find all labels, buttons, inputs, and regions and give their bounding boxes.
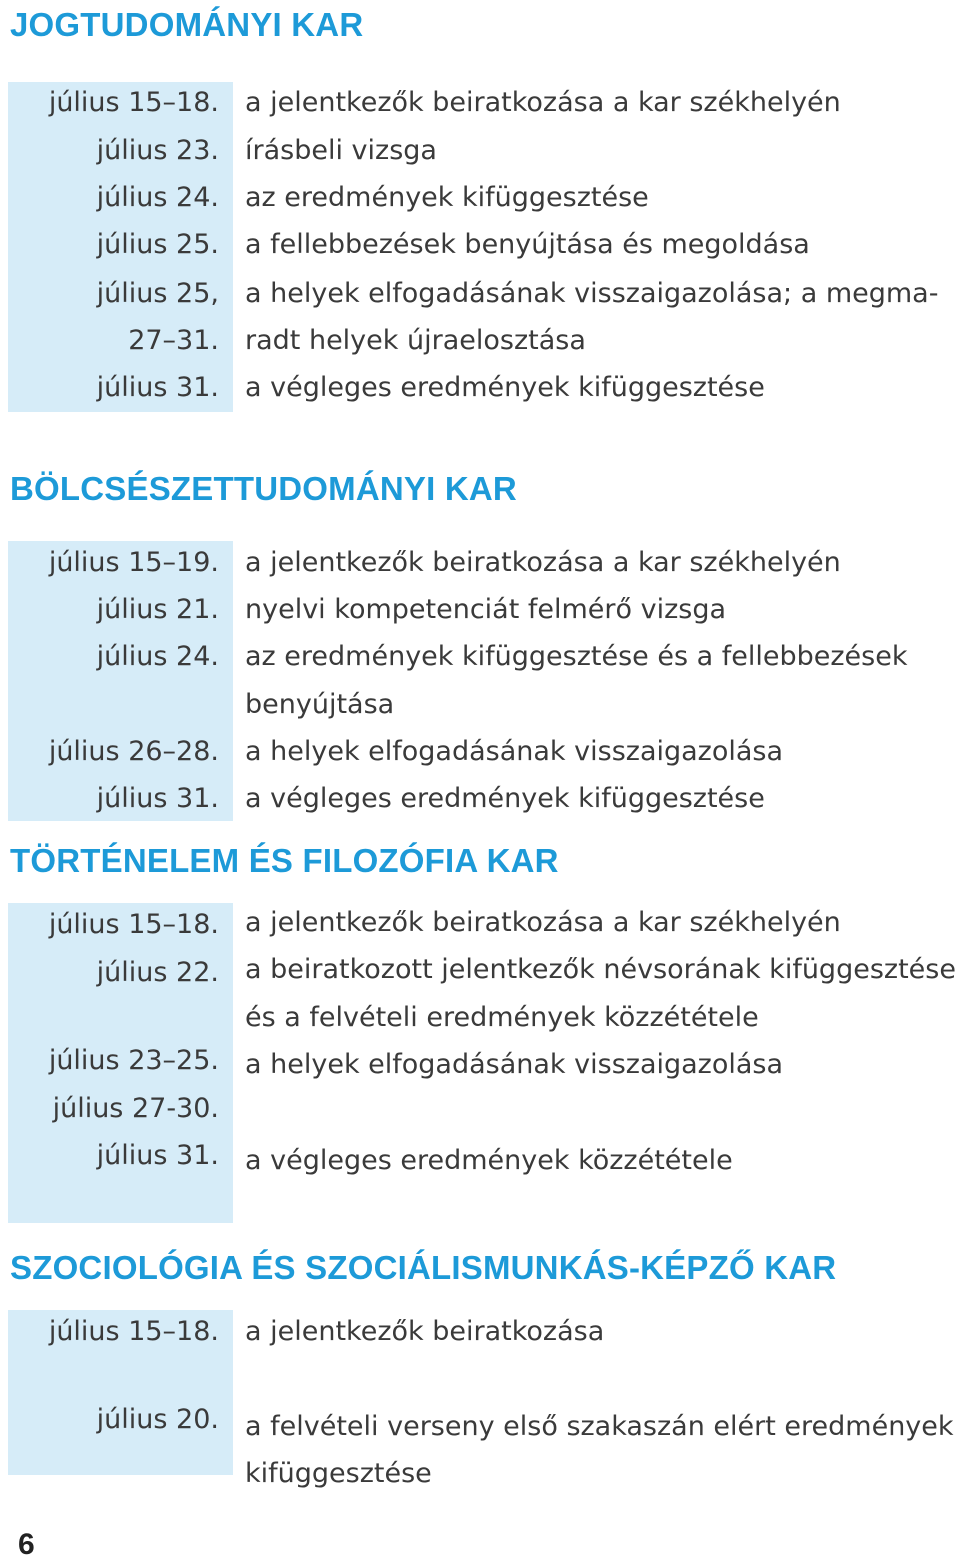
schedule-description: a jelentkezők beiratkozása a kar székhelyén: [245, 87, 841, 118]
schedule-description: az eredmények kifüggesztése és a fellebbezések: [245, 641, 908, 672]
schedule-description: a felvételi verseny első szakaszán elért eredmények: [245, 1411, 954, 1442]
schedule-description: benyújtása: [245, 689, 395, 720]
page-number: 6: [18, 1528, 35, 1561]
schedule-date: július 23–25.: [48, 1045, 219, 1076]
schedule-date: július 31.: [96, 372, 219, 403]
schedule-description: a helyek elfogadásának visszaigazolása: [245, 1049, 784, 1080]
schedule-description: és a felvételi eredmények közzététele: [245, 1002, 759, 1033]
schedule-date: július 24.: [96, 641, 219, 672]
schedule-date: július 15–18.: [48, 87, 219, 118]
schedule-description: a végleges eredmények közzététele: [245, 1145, 733, 1176]
schedule-date: 27–31.: [128, 325, 219, 356]
schedule-description: a végleges eredmények kifüggesztése: [245, 783, 765, 814]
schedule-date: július 31.: [96, 783, 219, 814]
schedule-date: július 27-30.: [52, 1093, 219, 1124]
schedule-description: a fellebbezések benyújtása és megoldása: [245, 229, 810, 260]
schedule-date: július 20.: [96, 1404, 219, 1435]
schedule-description: radt helyek újraelosztása: [245, 325, 586, 356]
section-title-tortenelem-filozofia: TÖRTÉNELEM ÉS FILOZÓFIA KAR: [10, 842, 559, 879]
schedule-description: a helyek elfogadásának visszaigazolása: [245, 736, 784, 767]
schedule-date: július 23.: [96, 135, 219, 166]
section-title-szociologia: SZOCIOLÓGIA ÉS SZOCIÁLISMUNKÁS-KÉPZŐ KAR: [10, 1249, 837, 1286]
schedule-description: a jelentkezők beiratkozása a kar székhelyén: [245, 547, 841, 578]
schedule-date: július 24.: [96, 182, 219, 213]
schedule-date: július 31.: [96, 1140, 219, 1171]
schedule-date: július 21.: [96, 594, 219, 625]
section-title-jogtudomanyi: JOGTUDOMÁNYI KAR: [10, 6, 364, 43]
schedule-date: július 22.: [96, 957, 219, 988]
schedule-description: az eredmények kifüggesztése: [245, 182, 649, 213]
schedule-description: kifüggesztése: [245, 1458, 432, 1489]
schedule-date: július 15–18.: [48, 909, 219, 940]
schedule-date: július 25.: [96, 229, 219, 260]
schedule-description: nyelvi kompetenciát felmérő vizsga: [245, 594, 727, 625]
schedule-date: július 26–28.: [48, 736, 219, 767]
schedule-description: írásbeli vizsga: [245, 135, 437, 166]
schedule-description: a beiratkozott jelentkezők névsorának kifüggesztése: [245, 954, 956, 985]
date-column-band: [8, 541, 233, 821]
schedule-date: július 15–18.: [48, 1316, 219, 1347]
schedule-description: a jelentkezők beiratkozása a kar székhelyén: [245, 907, 841, 938]
schedule-description: a végleges eredmények kifüggesztése: [245, 372, 765, 403]
schedule-description: a helyek elfogadásának visszaigazolása; a megma-: [245, 278, 939, 309]
schedule-date: július 25,: [96, 278, 219, 309]
section-title-bolcseszettudomanyi: BÖLCSÉSZETTUDOMÁNYI KAR: [10, 470, 517, 507]
schedule-date: július 15–19.: [48, 547, 219, 578]
schedule-description: a jelentkezők beiratkozása: [245, 1316, 605, 1347]
